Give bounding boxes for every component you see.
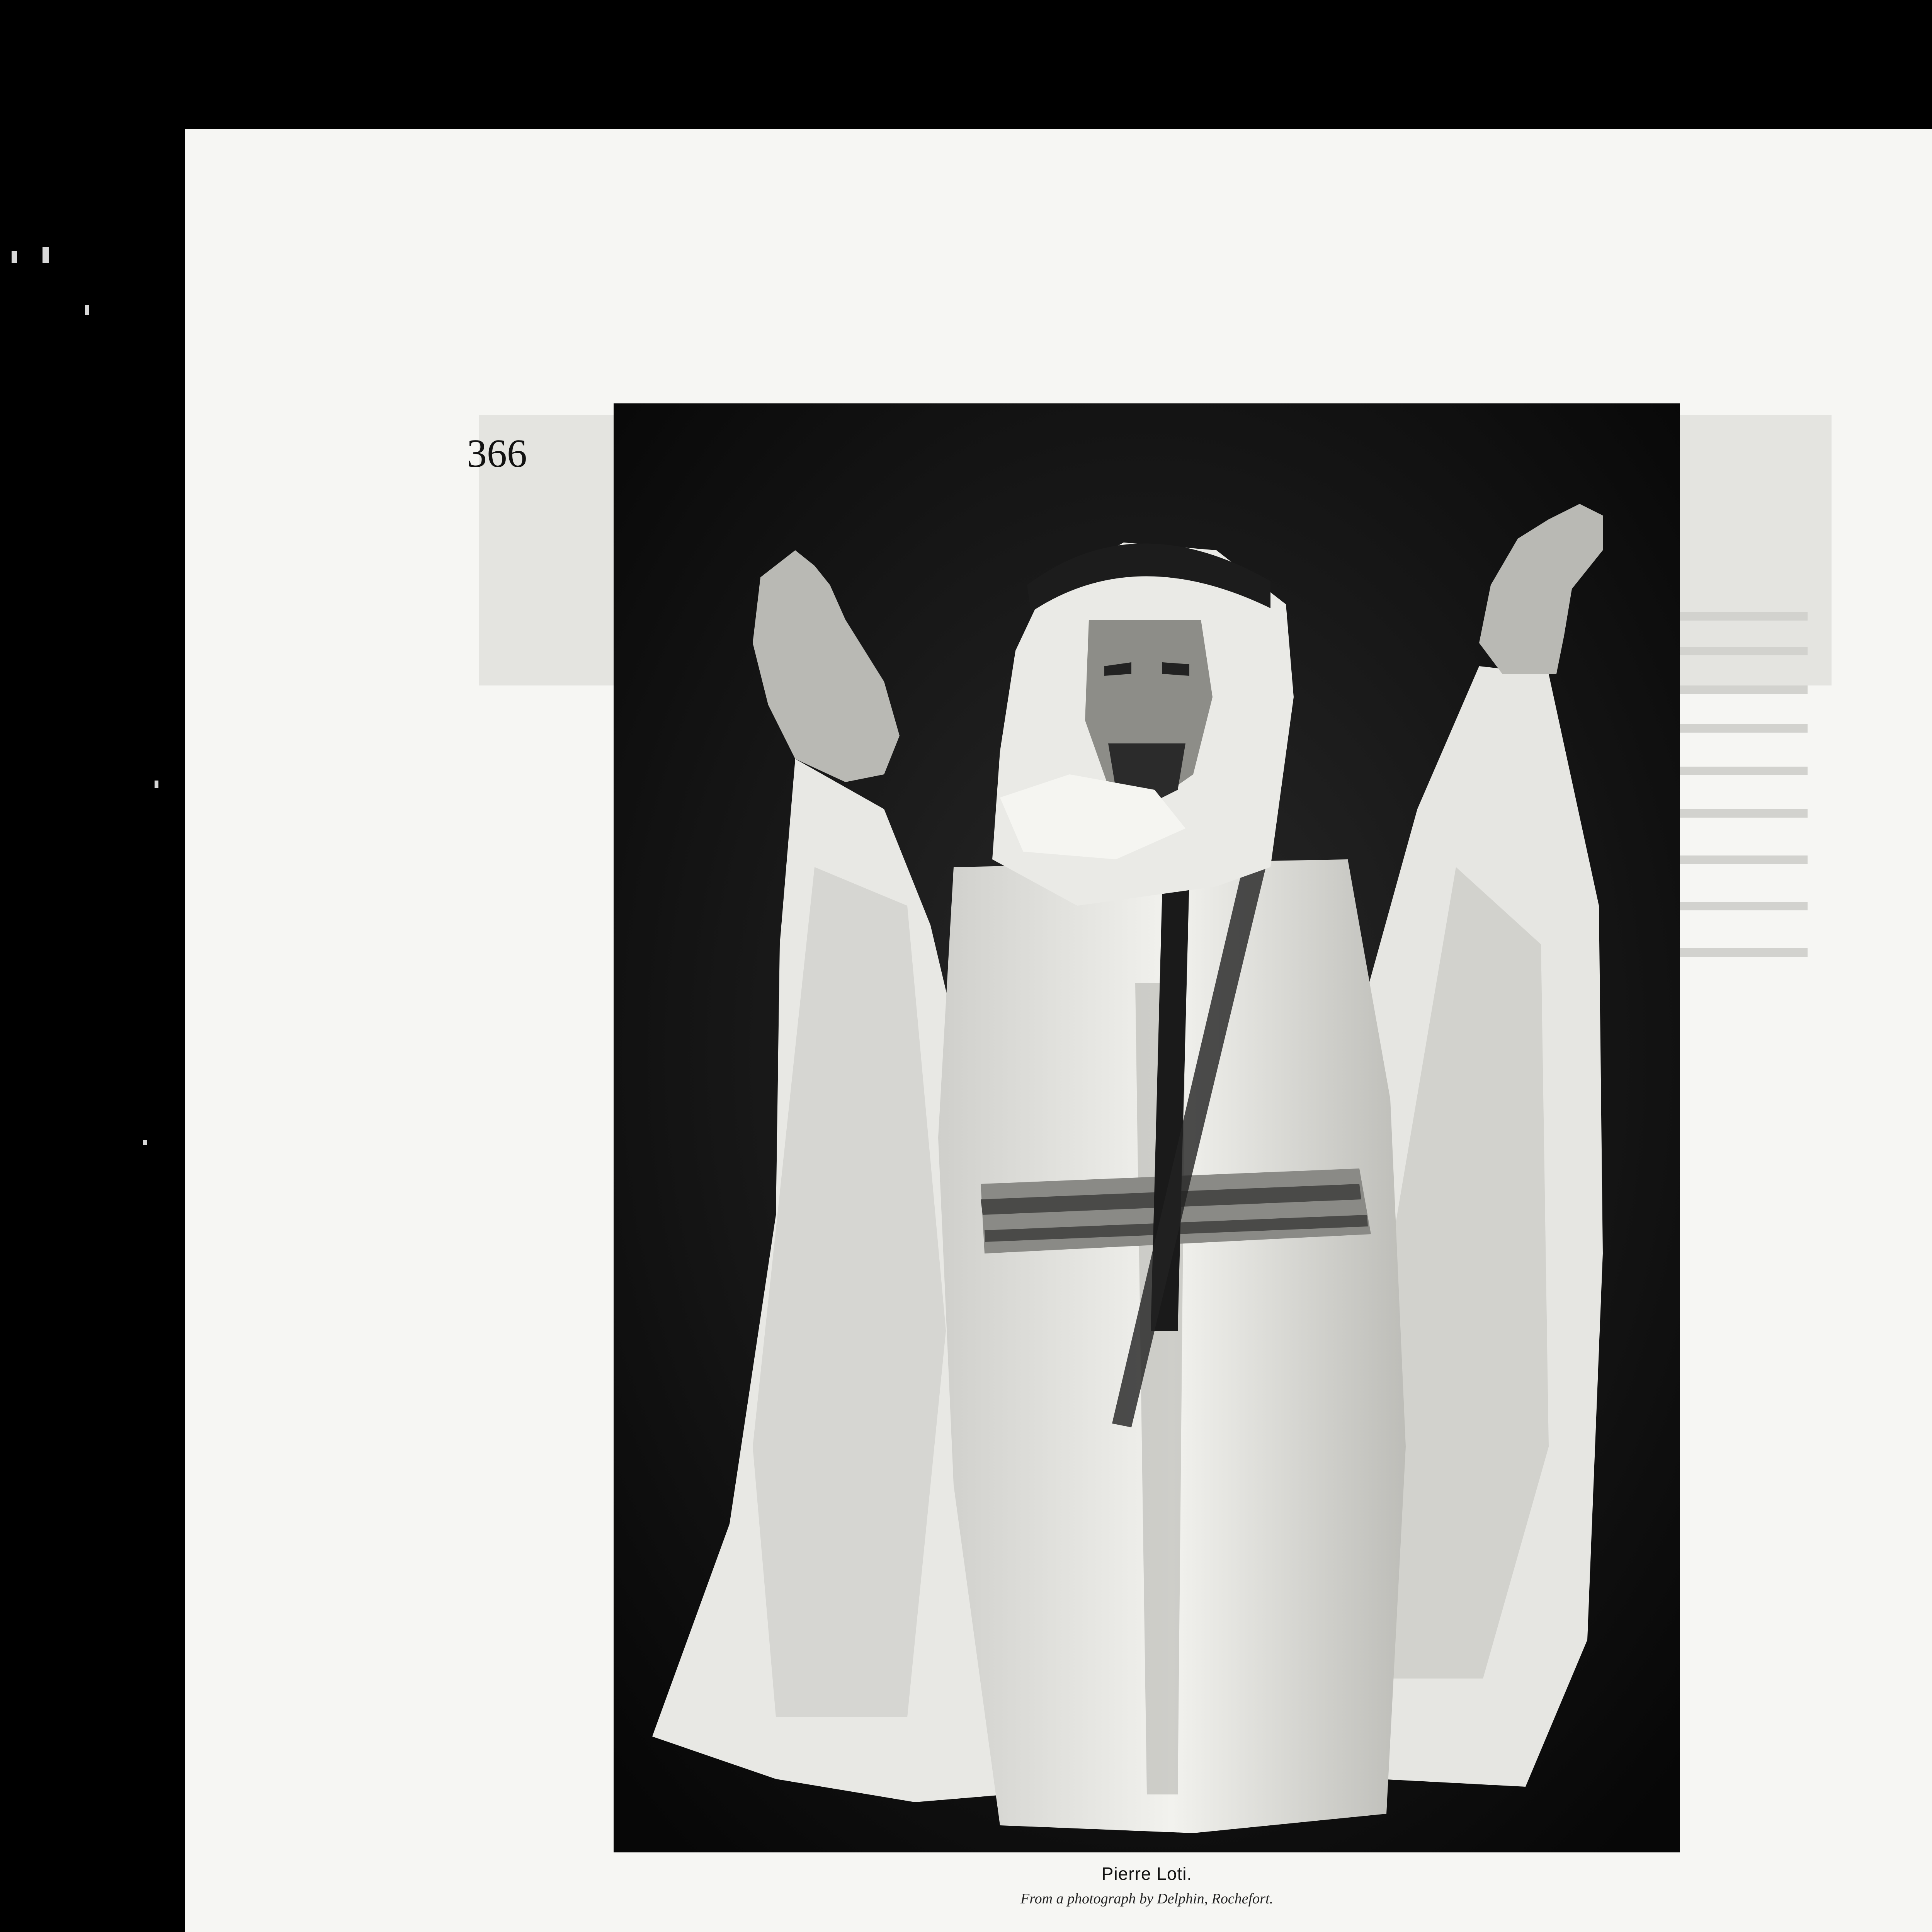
film-edge-mark [12,251,17,263]
caption-credit: From a photograph by Delphin, Rochefort. [1020,1891,1273,1907]
scanned-page [185,129,1932,1932]
film-edge-mark [143,1140,147,1145]
film-edge-mark [43,247,49,263]
portrait-figure [614,403,1680,1852]
figure-caption [614,1863,1680,1907]
film-edge-mark [85,305,89,315]
caption-name: Pierre Loti. [1101,1864,1192,1884]
portrait-photograph [614,403,1680,1852]
film-edge-mark [155,781,158,788]
page-number: 366 [467,431,527,476]
